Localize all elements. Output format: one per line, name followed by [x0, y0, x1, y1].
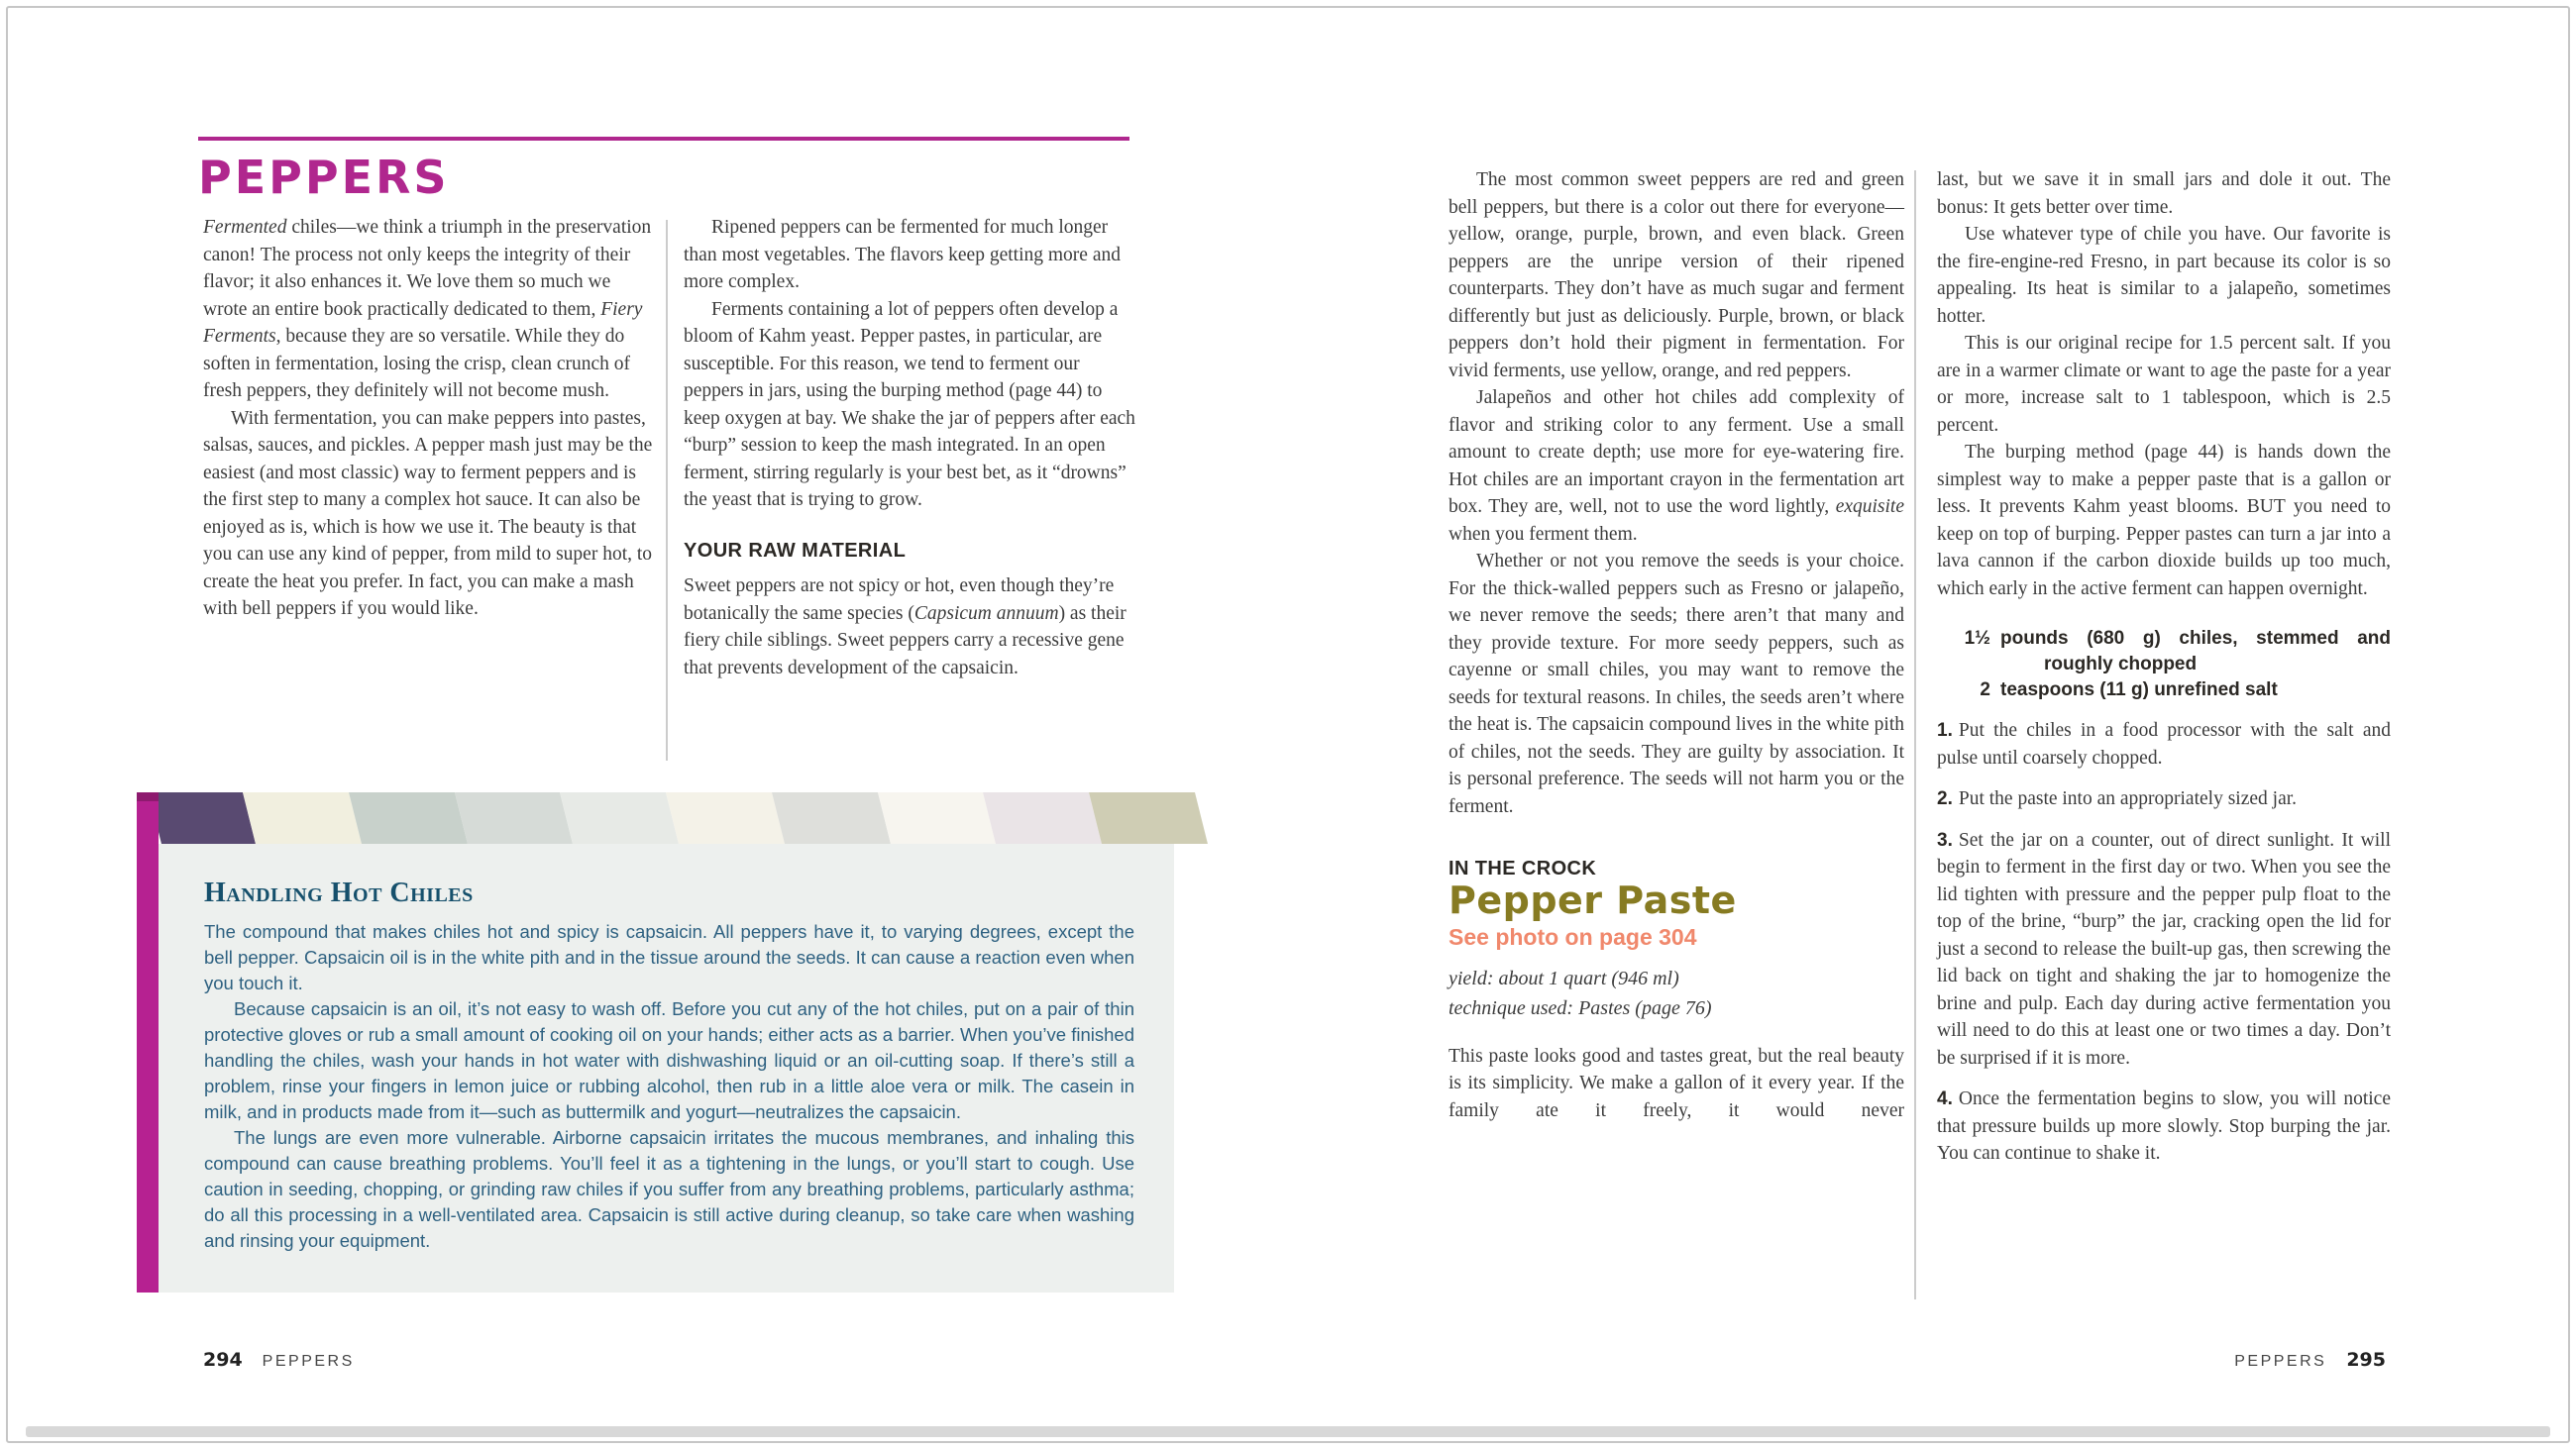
left-page-column-divider — [666, 220, 668, 761]
ingredient-text: teaspoons (11 g) unrefined salt — [2000, 679, 2278, 700]
step-text: Put the chiles in a food processor with the salt and pulse until coarsely chopped. — [1937, 720, 2391, 769]
sidebar-paragraph: The lungs are even more vulnerable. Airborne capsaicin irritates the mucous membranes, and inhaling this compound can cause breathing problems. You’ll feel it as a tightening in the lungs, or you’ll start to cough. Use caution in seeding, chopping, or grinding raw chiles if you suffer from any breathing problems, particularly asthma; do all this processing in a well-ventilated area. Capsaicin is still active during cleanup, so take care when washing and rinsing your equipment. — [204, 1127, 1134, 1251]
chapter-title-rule — [198, 137, 1129, 141]
ingredient-text: pounds (680 g) chiles, stemmed and roughly chopped — [2000, 628, 2391, 674]
recipe-technique: technique used: Pastes (page 76) — [1449, 996, 1712, 1019]
ingredient-list — [1945, 626, 2391, 703]
recipe-kicker: IN THE CROCK — [1449, 858, 1597, 880]
step-number: 3. — [1937, 829, 1953, 851]
sidebar-accent-bar — [137, 792, 159, 1293]
ingredient-quantity: 1½ — [1964, 628, 1990, 649]
step-text: Set the jar on a counter, out of direct sunlight. It will begin to ferment in the first day or two. When you see the lid tighten with pressure and the pepper pulp float to the top of the brine, “burp” the jar, cracking open the lid for just a second to release the built-up gas, then screwing the lid back on tight and shaking the jar to homogenize the brine and pulp. Each day during active fermentation you will need to do this at least one or two times a day. Don’t be surprised if it is more. — [1937, 829, 2391, 1069]
ribbon-segment — [349, 792, 468, 844]
sidebar-heading: Handling Hot Chiles — [204, 878, 474, 908]
recipe-title: Pepper Paste — [1449, 878, 1737, 922]
paragraph-fermentation: With fermentation, you can make peppers into pastes, salsas, sauces, and pickles. A pepper mash just may be the easiest (and most classic) way to ferment peppers and is the first step to many a complex hot sauce. It can also be enjoyed as is, which is how we use it. The beauty is that you can use any kind of pepper, from mild to super hot, to create the heat you prefer. In fact, you can make a mash with bell peppers if you would like. — [203, 407, 653, 619]
page-number: 294 — [203, 1349, 243, 1371]
paragraph-intro: Fermented chiles—we think a triumph in the preservation canon! The process not only keeps the integrity of their flavor; it also enhances it. We love them so much we wrote an entire book practically dedicated to them, Fiery Ferments, because they are so versatile. While they do soften in fermentation, losing the crisp, clean crunch of fresh peppers, they definitely will not become mush. — [203, 217, 652, 401]
left-page-column-1 — [203, 214, 657, 623]
ribbon-segment — [983, 792, 1102, 844]
ribbon-segment — [455, 792, 574, 844]
step-text: Once the fermentation begins to slow, you will notice that pressure builds up more slowly. Stop burping the jar. You can continue to shake it. — [1937, 1088, 2391, 1164]
page-footer-right — [2234, 1349, 2386, 1371]
ingredient-row — [1945, 626, 2391, 677]
page-footer-left — [203, 1349, 355, 1371]
ribbon-segment — [772, 792, 891, 844]
paragraph-chile-type: Use whatever type of chile you have. Our favorite is the fire-engine-red Fresno, in part because its color is so appealing. Its heat is similar to a jalapeño, sometimes hotter. — [1937, 224, 2391, 327]
sidebar-paragraph: The compound that makes chiles hot and spicy is capsaicin. All peppers have it, to varying degrees, except the bell pepper. Capsaicin oil is in the white pith and in the tissue around the seeds. It can cause a reaction even when you touch it. — [204, 921, 1134, 993]
recipe-intro-paragraph: This paste looks good and tastes great, but the real beauty is its simplicity. We make a gallon of it every year. If the family ate it freely, it would never — [1449, 1045, 1904, 1121]
paragraph-burping-method: The burping method (page 44) is hands down the simplest way to make a pepper paste that is a gallon or less. It prevents Kahm yeast blooms. BUT you need to keep on top of burping. Pepper pastes can turn a jar into a lava cannon if the carbon dioxide builds up too much, which early in the active ferment can happen overnight. — [1937, 442, 2391, 599]
page-number: 295 — [2346, 1349, 2386, 1371]
paragraph-continued: last, but we save it in small jars and dole it out. The bonus: It gets better over time. — [1937, 169, 2391, 218]
ribbon-segment — [149, 792, 256, 844]
ingredient-quantity: 2 — [1980, 679, 1990, 700]
ribbon-segment — [878, 792, 997, 844]
page-bottom-edge — [26, 1426, 2550, 1437]
running-head: PEPPERS — [262, 1353, 355, 1370]
recipe-step-3 — [1937, 827, 2391, 1073]
right-page-column-2 — [1937, 166, 2391, 1168]
ribbon-segment — [1089, 792, 1208, 844]
paragraph-sweet-peppers: The most common sweet peppers are red and green bell peppers, but there is a color out there for everyone—yellow, orange, purple, brown, and even black. Green peppers are the unripe version of their ripened counterparts. They don’t have as much sugar and ferment differently but just as deliciously. Purple, brown, or black peppers don’t hold their pigment in fermentation. For vivid ferments, use yellow, orange, and red peppers. — [1449, 169, 1904, 381]
recipe-yield: yield: about 1 quart (946 ml) — [1449, 967, 1679, 989]
ribbon-segment — [666, 792, 785, 844]
sidebar-handling-hot-chiles — [159, 844, 1174, 1293]
right-page-column-divider — [1914, 170, 1916, 1299]
recipe-step-2 — [1937, 785, 2391, 813]
paragraph-ferments: Ferments containing a lot of peppers often develop a bloom of Kahm yeast. Pepper pastes, in particular, are susceptible. For this reason, we tend to ferment our peppers in jars, using the burping method (page 44) to keep oxygen at bay. We shake the jar of peppers after each “burp” session to keep the mash integrated. In an open ferment, stirring regularly is your best bet, as it “drowns” the yeast that is trying to grow. — [684, 298, 1135, 510]
ribbon-segment — [243, 792, 362, 844]
paragraph-raw-material: Sweet peppers are not spicy or hot, even though they’re botanically the same species (Capsicum annuum) as their fiery chile siblings. Sweet peppers carry a recessive gene that prevents development of the capsaicin. — [684, 575, 1127, 678]
paragraph-salt-ratio: This is our original recipe for 1.5 percent salt. If you are in a warmer climate or want to age the paste for a year or more, increase salt to 1 tablespoon, which is 2.5 percent. — [1937, 333, 2391, 436]
sidebar-ribbon-band — [149, 792, 1208, 844]
recipe-step-1 — [1937, 717, 2391, 772]
paragraph-jalapenos: Jalapeños and other hot chiles add complexity of flavor and striking color to any ferment. Use a small amount to create depth; use more for eye-watering fire. Hot chiles are an important crayon in the fermentation art box. They are, well, not to use the word lightly, exquisite when you ferment them. — [1449, 387, 1904, 545]
sidebar-paragraph: Because capsaicin is an oil, it’s not easy to wash off. Before you cut any of the hot chiles, put on a pair of thin protective gloves or rub a small amount of cooking oil on your hands; either acts as a barrier. When you’ve finished handling the chiles, wash your hands in hot water with dishwashing liquid or an oil-cutting soap. If there’s still a problem, rinse your fingers in lemon juice or rubbing alcohol, then rub in a little aloe vera or milk. The casein in milk, and in products made from it—such as buttermilk and yogurt—neutralizes the capsaicin. — [204, 998, 1134, 1122]
right-page-column-1 — [1449, 166, 1904, 1124]
step-text: Put the paste into an appropriately sized jar. — [1958, 788, 2298, 809]
raw-material-heading: YOUR RAW MATERIAL — [684, 539, 907, 562]
ingredient-row — [1945, 677, 2391, 703]
photo-reference: See photo on page 304 — [1449, 924, 1697, 950]
left-page-column-2 — [684, 214, 1137, 681]
ribbon-segment — [560, 792, 679, 844]
step-number: 2. — [1937, 788, 1953, 809]
paragraph-seeds: Whether or not you remove the seeds is your choice. For the thick-walled peppers such as Fresno or jalapeño, we never remove the seeds; there aren’t that many and they provide texture. For more seedy peppers, such as cayenne or small chiles, you may want to remove the seeds for textural reasons. In chiles, the seeds aren’t where the heat is. The capsaicin compound lives in the white pith of chiles, not the seeds. They are guilty by association. It is personal preference. The seeds will not harm you or the ferment. — [1449, 551, 1904, 817]
running-head: PEPPERS — [2234, 1353, 2327, 1370]
recipe-step-4 — [1937, 1086, 2391, 1168]
step-number: 4. — [1937, 1088, 1953, 1109]
chapter-title: PEPPERS — [198, 151, 450, 204]
paragraph-ripened: Ripened peppers can be fermented for much longer than most vegetables. The flavors keep getting more and more complex. — [684, 217, 1121, 292]
step-number: 1. — [1937, 720, 1953, 741]
